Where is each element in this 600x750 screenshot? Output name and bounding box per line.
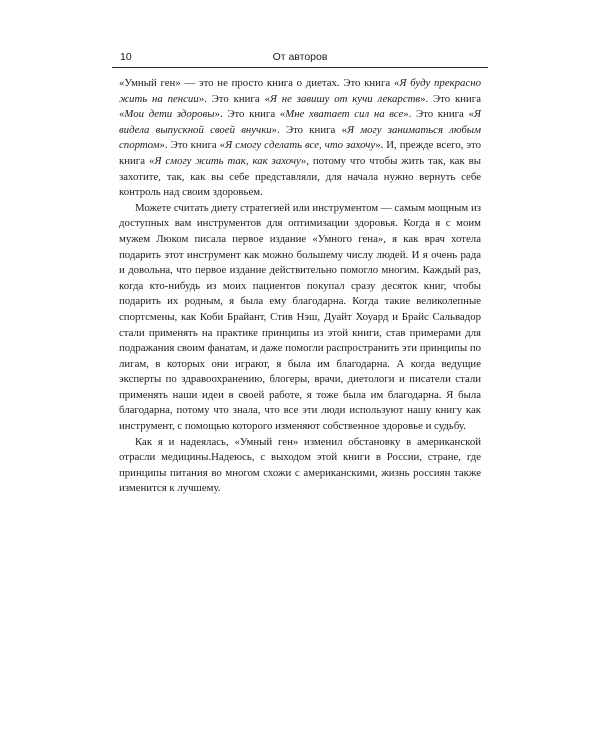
text-run: Как я и надеялась, «Умный ген» изменил обстановку в американской отрасли медицины.Надеюсь, с выходом этой книги в России, стране, где принципы питания во многом схожи с американскими, жизнь россиян также изменится к лучшему. [119, 435, 481, 495]
italic-phrase: Я смогу жить так, как захочу [154, 154, 301, 167]
body-text [119, 76, 481, 497]
text-run: ». Это книга « [159, 139, 226, 152]
paragraph-2 [119, 201, 481, 435]
paragraph-1 [119, 76, 481, 201]
text-run: ». Это книга « [271, 123, 347, 136]
italic-phrase: Я не завишу от кучи лекарств [269, 92, 421, 105]
page-header [112, 51, 488, 68]
text-run: ». Это книга « [198, 92, 270, 105]
text-run: ». Это книга « [119, 92, 481, 121]
italic-phrase: Я видела выпускной своей внучки [119, 108, 482, 136]
italic-phrase: Мои дети здоровы [124, 108, 215, 121]
text-run: ». Это книга « [214, 108, 286, 121]
text-run: Можете считать диету стратегией или инструментом — самым мощным из доступных вам инструментов для оптимизации здоровья. Когда я с моим мужем Люком писала первое издание «Умного гена», я как врач хотела подарить этот инструмент как можно большему числу людей. И я очень рада и довольна, что первое издание действительно помогло многим. Каждый раз, когда кто-нибудь из моих пациентов покупал сразу десяток книг, чтобы подарить их родным, я была ему благодарна. Когда такие великолепные спортсмены, как Коби Брайант, Стив Нэш, Дуайт Хоуард и Брайс Сальвадор стали применять на практике принципы из этой книги, став примерами для подражания своим фанатам, и даже помогли распространить эти принципы по лигам, в которых они играют, я была им благодарна. А когда ведущие эксперты по здравоохранению, блогеры, врачи, диетологи и писатели стали применять наши идеи в своей работе, я тоже была им благодарна. Я была благодарна, потому что знала, что все эти люди используют нашу книгу как инструмент, с помощью которого изменяют собственное здоровье и судьбу. [119, 201, 481, 433]
text-run: ». Это книга « [403, 108, 474, 121]
text-run: », потому что чтобы жить так, как вы захотите, так, как вы себе представляли, для начала нужно вернуть себе контроль над своим здоровьем. [119, 154, 481, 199]
italic-phrase: Я могу заниматься любым спортом [119, 123, 481, 152]
page-number: 10 [120, 51, 132, 63]
paragraph-3 [119, 435, 481, 497]
text-run: ». И, прежде всего, это книга « [119, 139, 481, 167]
italic-phrase: Я смогу сделать все, что захочу [225, 139, 376, 152]
text-run: «Умный ген» — это не просто книга о диетах. Это книга « [119, 77, 400, 89]
italic-phrase: Я буду прекрасно жить на пенсии [119, 77, 482, 105]
italic-phrase: Мне хватает сил на все [285, 108, 404, 121]
running-title: От авторов [272, 51, 328, 63]
